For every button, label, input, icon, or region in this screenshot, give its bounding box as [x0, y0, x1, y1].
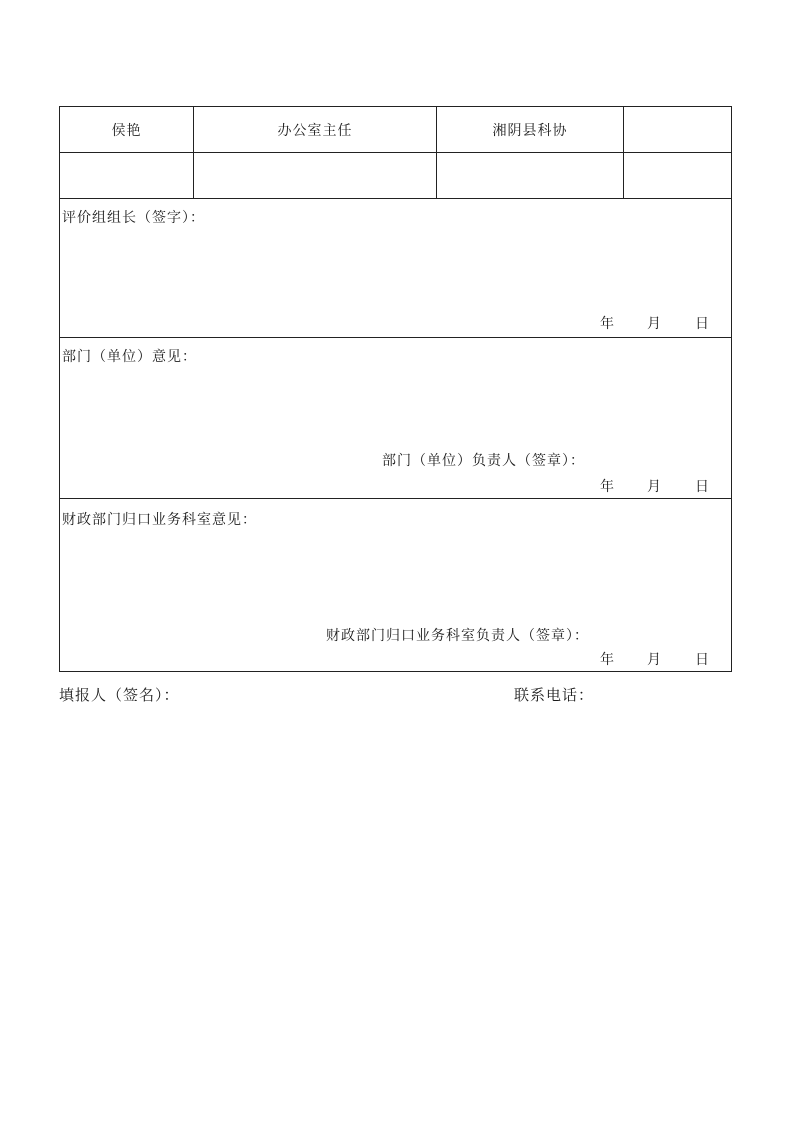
- position-cell: 办公室主任: [194, 107, 437, 152]
- day-label: 日: [695, 479, 709, 495]
- department-opinion-label: 部门（单位）意见：: [62, 349, 197, 365]
- table-row: [60, 107, 731, 153]
- department-opinion-section[interactable]: [60, 338, 731, 499]
- evaluation-leader-section[interactable]: [60, 199, 731, 338]
- year-label: 年: [600, 316, 614, 332]
- name-cell[interactable]: [60, 153, 194, 198]
- unit-cell[interactable]: [437, 153, 624, 198]
- finance-opinion-section[interactable]: [60, 499, 731, 671]
- finance-head-sign-label: 财政部门归口业务科室负责人（签章）：: [326, 628, 589, 644]
- year-label: 年: [600, 652, 614, 668]
- finance-opinion-label: 财政部门归口业务科室意见：: [62, 512, 257, 528]
- day-label: 日: [695, 316, 709, 332]
- department-date: [600, 476, 730, 494]
- position-cell[interactable]: [194, 153, 437, 198]
- evaluation-date: [600, 313, 730, 331]
- extra-cell: [624, 107, 731, 152]
- month-label: 月: [647, 479, 661, 495]
- table-row: [60, 153, 731, 199]
- contact-phone-label: 联系电话：: [514, 686, 595, 704]
- unit-cell: 湘阴县科协: [437, 107, 624, 152]
- finance-date: [600, 649, 730, 667]
- name-cell: 侯艳: [60, 107, 194, 152]
- evaluation-leader-label: 评价组组长（签字）：: [62, 210, 205, 226]
- month-label: 月: [647, 316, 661, 332]
- department-head-sign-label: 部门（单位）负责人（签章）：: [382, 453, 585, 469]
- day-label: 日: [695, 652, 709, 668]
- month-label: 月: [647, 652, 661, 668]
- filler-signature-label: 填报人（签名）：: [59, 686, 180, 704]
- evaluation-form-table: [59, 106, 732, 672]
- extra-cell[interactable]: [624, 153, 731, 198]
- year-label: 年: [600, 479, 614, 495]
